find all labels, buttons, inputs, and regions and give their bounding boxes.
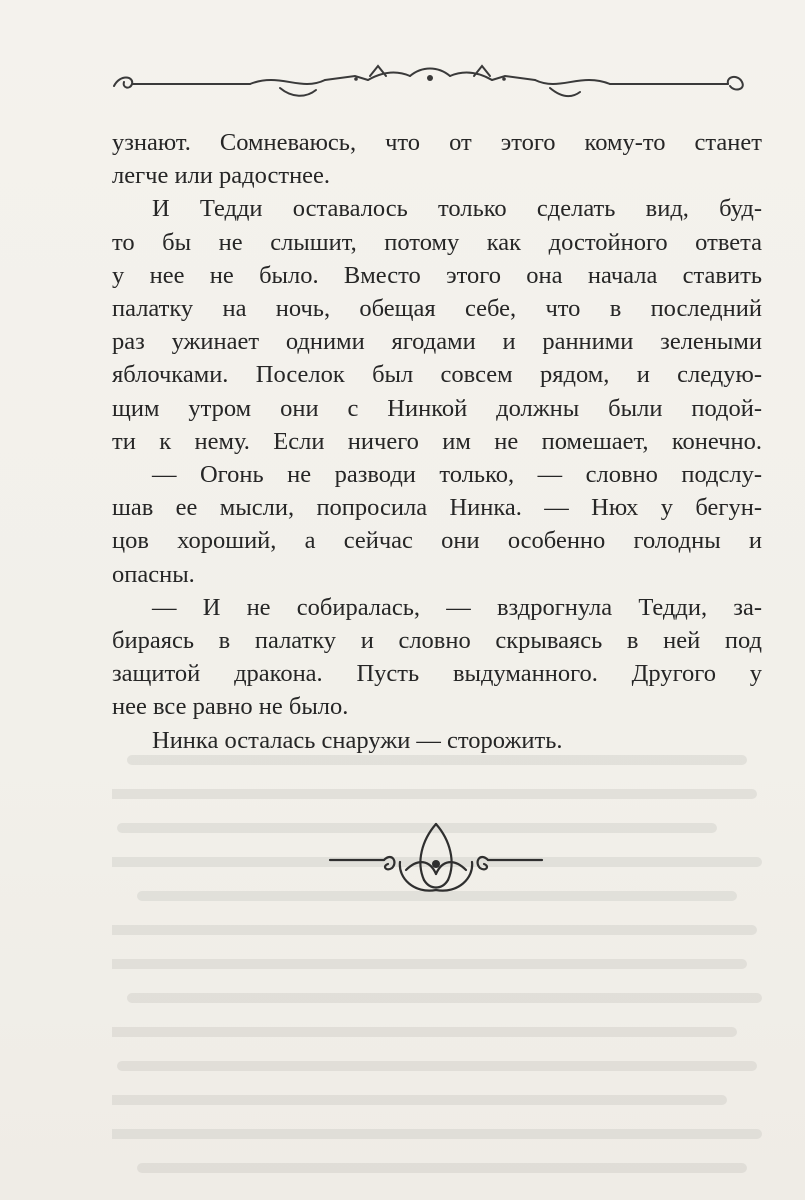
text-line: щим утром они с Нинкой должны были подой-	[112, 394, 762, 422]
text-line: — И не собиралась, — вздрогнула Тедди, за-	[152, 593, 762, 621]
text-line: бираясь в палатку и словно скрываясь в ней под	[112, 627, 762, 655]
text-line: узнают. Сомневаюсь, что от этого кому-то станет	[112, 129, 762, 156]
show-through-texture	[112, 720, 762, 1190]
bottom-ornament-divider	[326, 818, 546, 900]
text-line: И Тедди оставалось только сделать вид, буд-	[152, 195, 762, 223]
text-line: палатку на ночь, обещая себе, что в последний	[112, 295, 762, 323]
text-line: шав ее мысли, попросила Нинка. — Нюх у бегун-	[112, 494, 762, 522]
text-line: защитой дракона. Пусть выдуманного. Другого у	[112, 660, 762, 688]
text-line: Нинка осталась снаружи — сторожить.	[152, 726, 563, 754]
text-line: у нее не было. Вместо этого она начала ставить	[112, 261, 762, 289]
text-line: яблочками. Поселок был совсем рядом, и следую-	[112, 361, 762, 389]
text-line: цов хороший, а сейчас они особенно голодны и	[112, 527, 762, 555]
story-text	[112, 126, 762, 757]
text-line: раз ужинает одними ягодами и ранними зелеными	[112, 328, 762, 356]
top-ornament-divider	[110, 62, 750, 102]
text-line: опасны.	[112, 560, 195, 588]
text-line: легче или радостнее.	[112, 162, 331, 190]
text-line: ти к нему. Если ничего им не помешает, конечно.	[112, 427, 762, 455]
text-line: — Огонь не разводи только, — словно подслу-	[152, 461, 762, 489]
text-line: нее все равно не было.	[112, 693, 349, 721]
text-line: то бы не слышит, потому как достойного ответа	[112, 228, 762, 256]
